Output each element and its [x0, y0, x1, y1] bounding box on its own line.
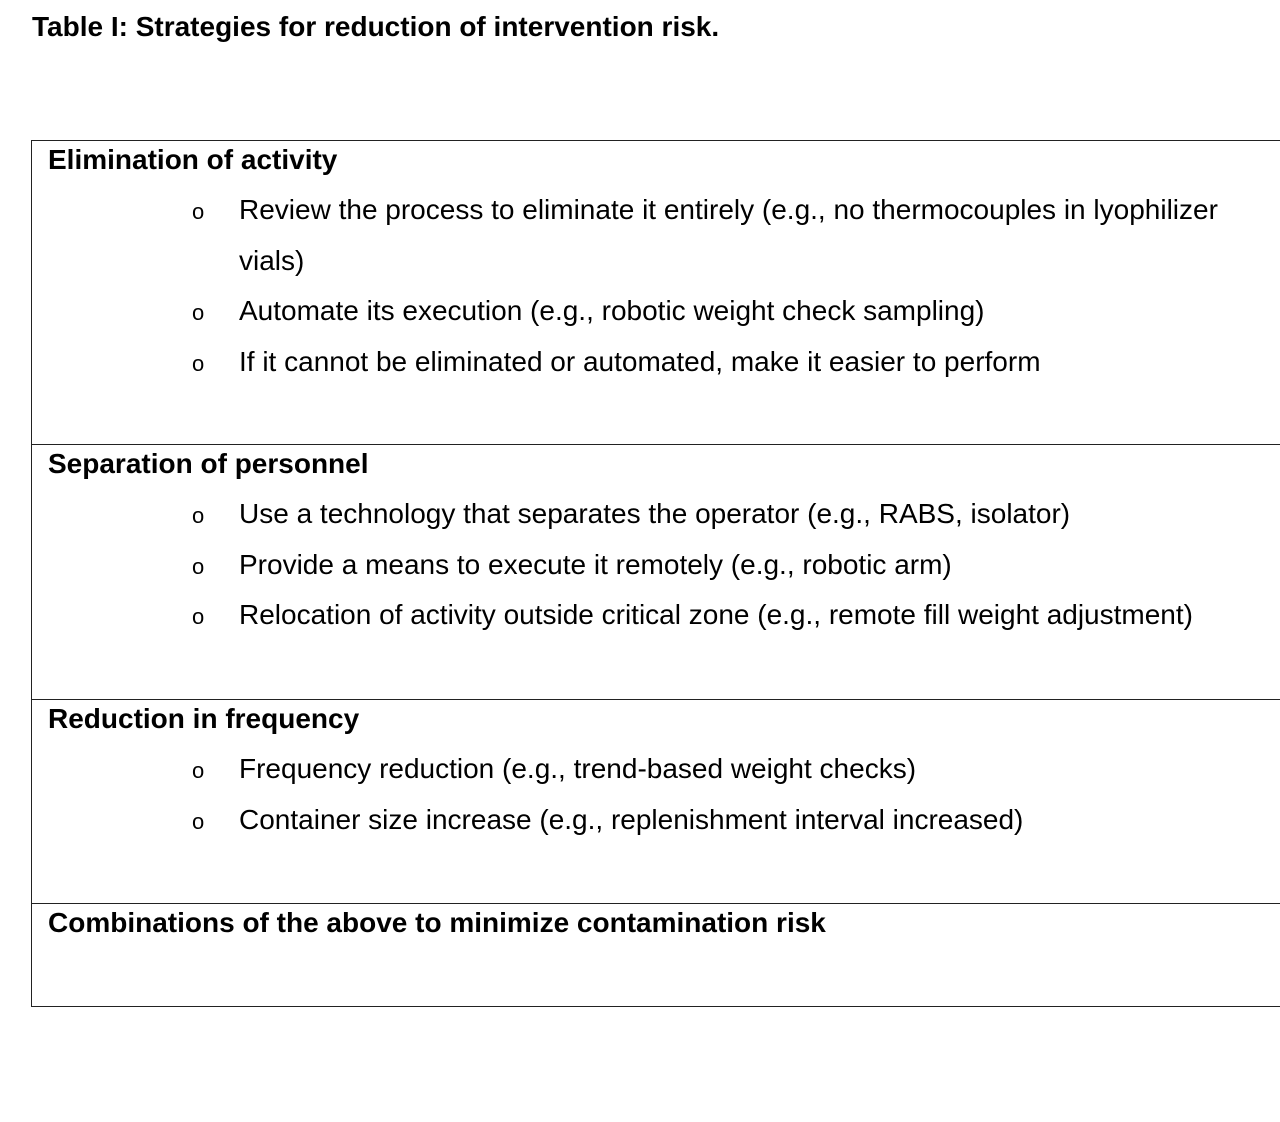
list-item-text: Review the process to eliminate it entirely (e.g., no thermocouples in lyophilizer vials): [239, 194, 1218, 276]
circle-bullet-icon: o: [192, 553, 205, 579]
circle-bullet-icon: o: [192, 758, 205, 783]
circle-bullet-icon: o: [192, 199, 205, 224]
section-heading: Combinations of the above to minimize contamination risk: [48, 907, 826, 938]
table-title: Table I: Strategies for reduction of intervention risk.: [32, 11, 720, 42]
circle-bullet-icon: o: [192, 604, 205, 629]
list-item: [48, 744, 1280, 795]
list-item: [48, 489, 1280, 540]
circle-bullet-icon: o: [192, 808, 205, 834]
section-heading: Reduction in frequency: [48, 703, 360, 734]
section-heading: Separation of personnel: [48, 448, 369, 479]
list-item-text: Container size increase (e.g., replenishment interval increased): [239, 803, 1024, 835]
list-item-text: Frequency reduction (e.g., trend-based weight checks): [239, 753, 917, 784]
list-item: [48, 337, 1280, 388]
section-reduction-in-frequency: [32, 700, 1280, 904]
list-item: [48, 590, 1280, 641]
circle-bullet-icon: o: [192, 350, 205, 376]
section-elimination-of-activity: [32, 141, 1280, 445]
strategies-table: [31, 140, 1280, 1007]
list-item: [48, 795, 1280, 846]
section-separation-of-personnel: [32, 445, 1280, 700]
bullet-list: [48, 489, 1280, 641]
list-item: [48, 185, 1280, 286]
circle-bullet-icon: o: [192, 503, 205, 528]
section-heading: Elimination of activity: [48, 144, 338, 175]
list-item-text: Use a technology that separates the operator (e.g., RABS, isolator): [239, 498, 1071, 529]
circle-bullet-icon: o: [192, 300, 205, 325]
list-item-text: Relocation of activity outside critical zone (e.g., remote fill weight adjustment): [239, 599, 1193, 630]
bullet-list: [48, 744, 1280, 845]
list-item-text: Provide a means to execute it remotely (e.g., robotic arm): [239, 548, 952, 580]
list-item: [48, 540, 1280, 591]
list-item: [48, 286, 1280, 337]
bullet-list: [48, 185, 1280, 387]
list-item-text: If it cannot be eliminated or automated, make it easier to perform: [239, 345, 1041, 377]
list-item-text: Automate its execution (e.g., robotic weight check sampling): [239, 295, 985, 326]
section-combinations: [32, 904, 1280, 1006]
